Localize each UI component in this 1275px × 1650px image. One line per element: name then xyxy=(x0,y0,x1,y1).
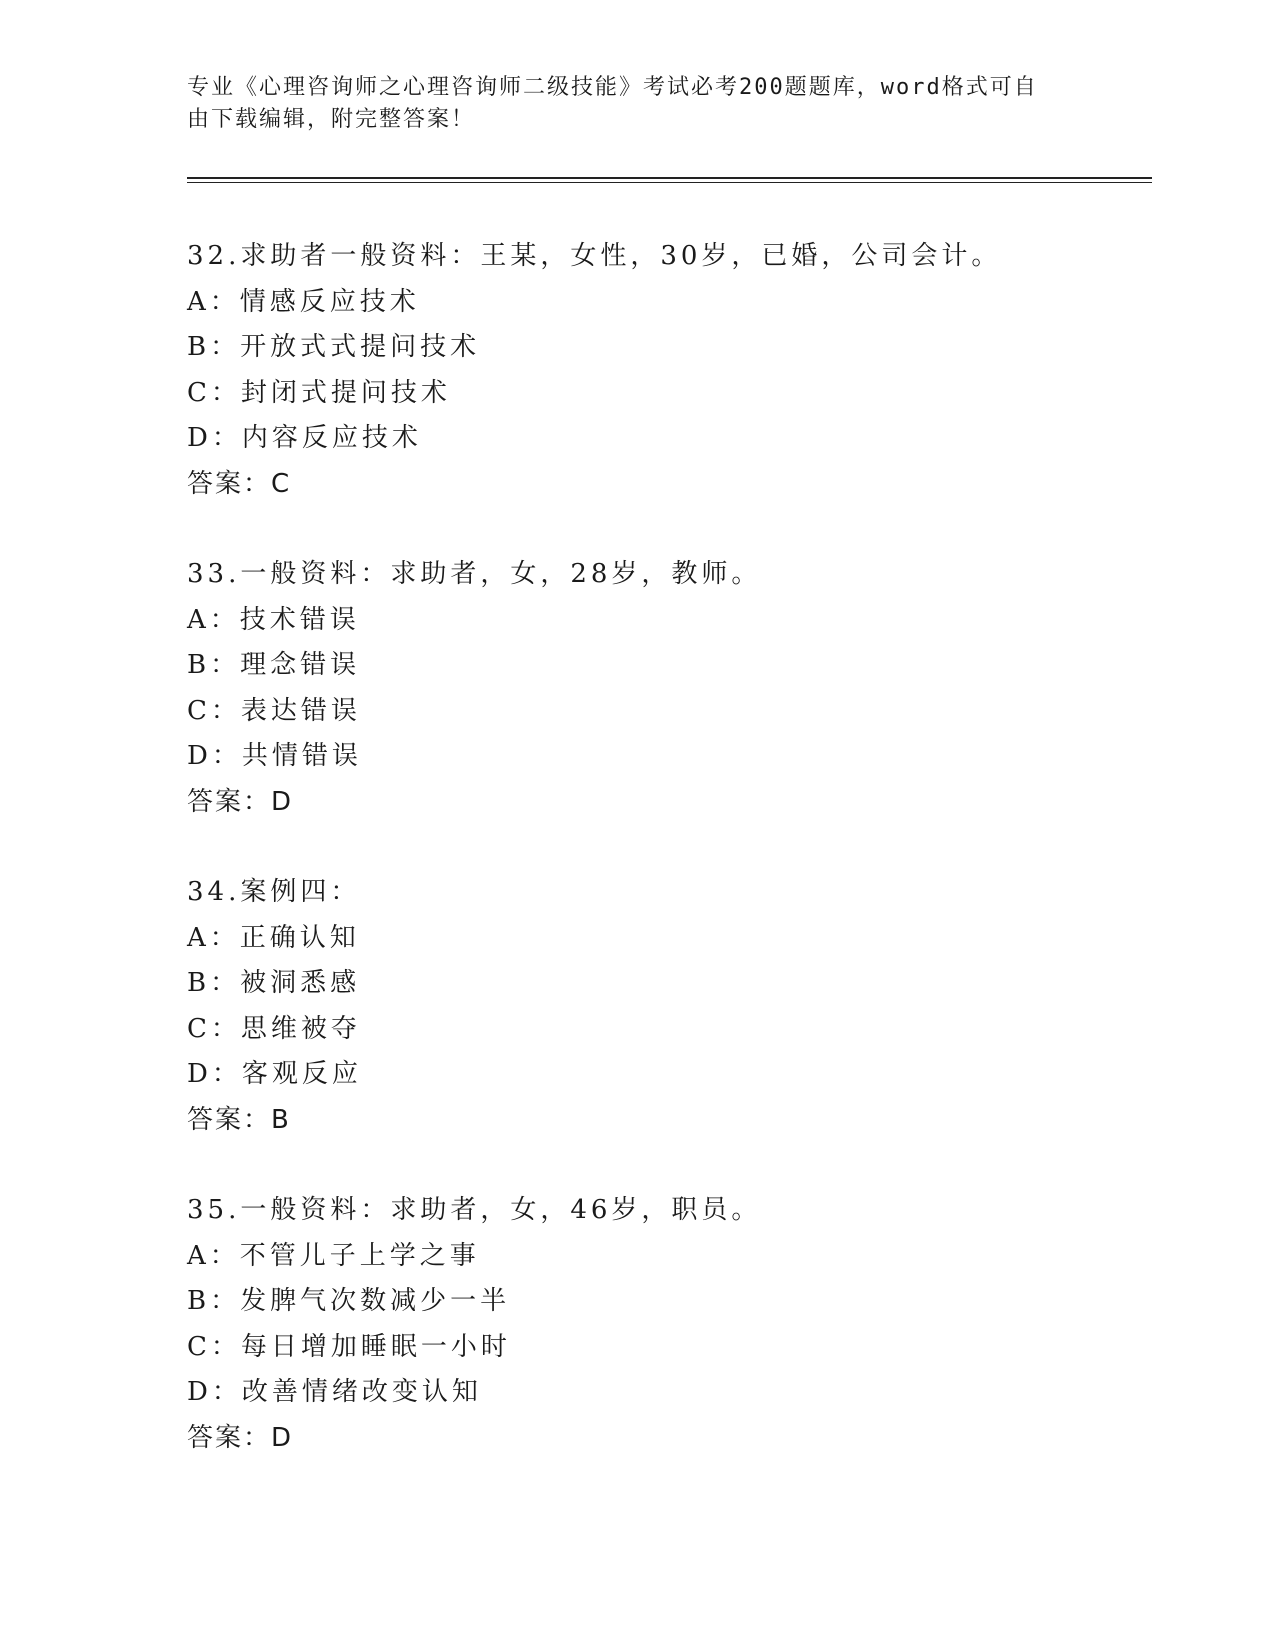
question-34 xyxy=(187,870,1147,1188)
header-divider-thick xyxy=(187,177,1152,179)
answer-line: 答案：D xyxy=(187,786,294,817)
option-c: C：表达错误 xyxy=(187,695,361,726)
question-stem: 34.案例四： xyxy=(187,877,361,907)
question-32 xyxy=(187,234,1147,552)
option-c: C：每日增加睡眠一小时 xyxy=(187,1331,511,1362)
option-b: B：开放式式提问技术 xyxy=(187,332,481,362)
option-c: C：思维被夺 xyxy=(187,1013,361,1044)
answer-line: 答案：B xyxy=(187,1104,291,1135)
question-35 xyxy=(187,1188,1147,1506)
answer-line: 答案：C xyxy=(187,468,292,499)
question-stem: 32.求助者一般资料：王某，女性，30岁，已婚，公司会计。 xyxy=(187,241,1002,271)
option-c: C：封闭式提问技术 xyxy=(187,377,451,408)
option-d: D：内容反应技术 xyxy=(187,423,422,453)
document-header xyxy=(187,72,1067,136)
option-a: A：正确认知 xyxy=(187,922,360,953)
option-d: D：共情错误 xyxy=(187,741,362,771)
option-b: B：被洞悉感 xyxy=(187,968,361,998)
answer-line: 答案：D xyxy=(187,1422,294,1453)
question-stem: 35.一般资料：求助者，女，46岁，职员。 xyxy=(187,1195,762,1225)
option-d: D：改善情绪改变认知 xyxy=(187,1377,482,1407)
header-line-1: 专业《心理咨询师之心理咨询师二级技能》考试必考200题题库，word格式可自 xyxy=(187,75,1038,100)
question-stem: 33.一般资料：求助者，女，28岁，教师。 xyxy=(187,559,762,589)
option-a: A：技术错误 xyxy=(187,604,360,635)
header-divider-thin xyxy=(187,182,1152,183)
option-d: D：客观反应 xyxy=(187,1059,362,1089)
option-a: A：情感反应技术 xyxy=(187,286,420,317)
option-b: B：发脾气次数减少一半 xyxy=(187,1286,511,1316)
option-a: A：不管儿子上学之事 xyxy=(187,1240,480,1271)
option-b: B：理念错误 xyxy=(187,650,361,680)
question-33 xyxy=(187,552,1147,870)
question-list xyxy=(187,234,1147,1506)
header-line-2: 由下载编辑，附完整答案！ xyxy=(187,107,476,132)
